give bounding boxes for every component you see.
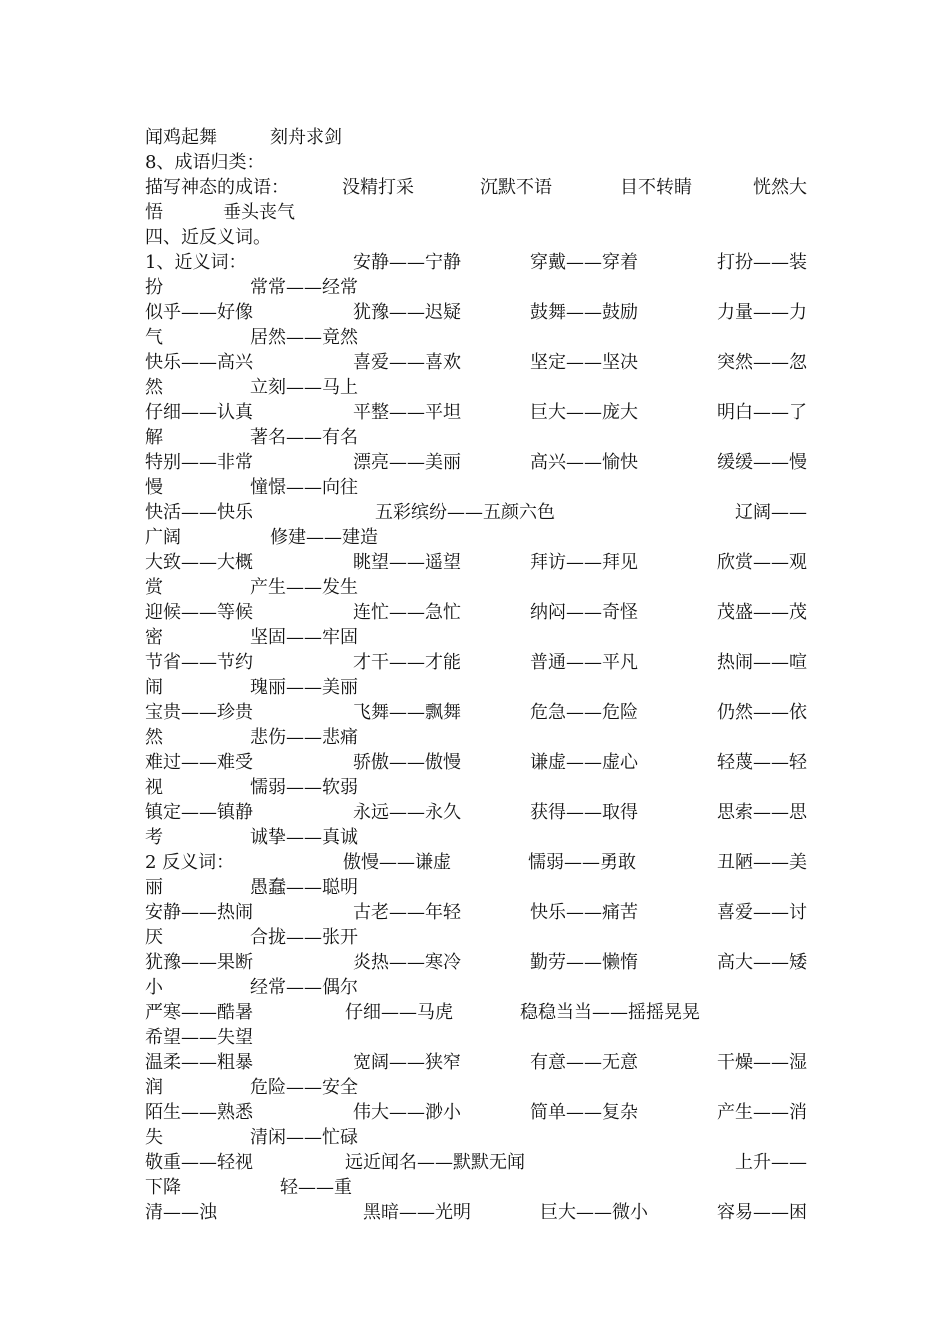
text-line bbox=[145, 1000, 807, 1025]
text-line bbox=[145, 950, 807, 975]
text-segment: 黑暗——光明 bbox=[363, 1202, 471, 1223]
text-segment: 坚固——牢固 bbox=[250, 627, 358, 648]
text-segment: 慢 bbox=[145, 477, 163, 498]
text-segment: 茂盛——茂 bbox=[717, 602, 807, 623]
text-segment: 严寒——酷暑 bbox=[145, 1002, 253, 1023]
text-line bbox=[145, 450, 807, 475]
text-segment: 漂亮——美丽 bbox=[353, 452, 461, 473]
text-segment: 五彩缤纷——五颜六色 bbox=[375, 502, 555, 523]
text-segment: 简单——复杂 bbox=[530, 1102, 638, 1123]
text-line bbox=[145, 775, 807, 800]
text-segment: 1、近义词： bbox=[145, 252, 247, 273]
text-segment: 特别——非常 bbox=[145, 452, 253, 473]
text-segment: 宝贵——珍贵 bbox=[145, 702, 253, 723]
text-segment: 常常——经常 bbox=[250, 277, 358, 298]
text-segment: 恍然大 bbox=[753, 177, 807, 198]
text-line bbox=[145, 1100, 807, 1125]
text-line bbox=[145, 700, 807, 725]
text-segment: 经常——偶尔 bbox=[250, 977, 358, 998]
text-segment: 上升—— bbox=[735, 1152, 807, 1173]
text-segment: 垂头丧气 bbox=[223, 202, 295, 223]
text-segment: 懦弱——软弱 bbox=[250, 777, 358, 798]
text-line bbox=[145, 850, 807, 875]
text-segment: 广阔 bbox=[145, 527, 181, 548]
text-line bbox=[145, 1150, 807, 1175]
text-segment: 巨大——微小 bbox=[540, 1202, 648, 1223]
text-segment: 古老——年轻 bbox=[353, 902, 461, 923]
text-line bbox=[145, 800, 807, 825]
text-segment: 修建——建造 bbox=[270, 527, 378, 548]
text-segment: 闻鸡起舞 bbox=[145, 127, 217, 148]
text-segment: 获得——取得 bbox=[530, 802, 638, 823]
text-segment: 迎候——等候 bbox=[145, 602, 253, 623]
text-segment: 润 bbox=[145, 1077, 163, 1098]
text-segment: 丑陋——美 bbox=[717, 852, 807, 873]
text-line bbox=[145, 125, 807, 150]
text-segment: 力量——力 bbox=[717, 302, 807, 323]
text-line bbox=[145, 400, 807, 425]
text-segment: 希望——失望 bbox=[145, 1027, 253, 1048]
text-segment: 下降 bbox=[145, 1177, 181, 1198]
text-segment: 小 bbox=[145, 977, 163, 998]
text-segment: 伟大——渺小 bbox=[353, 1102, 461, 1123]
text-segment: 宽阔——狭窄 bbox=[353, 1052, 461, 1073]
text-segment: 危险——安全 bbox=[250, 1077, 358, 1098]
text-segment: 四、近反义词。 bbox=[145, 227, 271, 248]
text-segment: 普通——平凡 bbox=[530, 652, 638, 673]
text-segment: 失 bbox=[145, 1127, 163, 1148]
text-segment: 刻舟求剑 bbox=[270, 127, 342, 148]
text-segment: 危急——危险 bbox=[530, 702, 638, 723]
text-segment: 诚挚——真诚 bbox=[250, 827, 358, 848]
text-segment: 突然——忽 bbox=[717, 352, 807, 373]
text-segment: 愚蠢——聪明 bbox=[250, 877, 358, 898]
text-segment: 考 bbox=[145, 827, 163, 848]
text-line bbox=[145, 675, 807, 700]
text-segment: 远近闻名——默默无闻 bbox=[345, 1152, 525, 1173]
text-segment: 安静——热闹 bbox=[145, 902, 253, 923]
text-segment: 憧憬——向往 bbox=[250, 477, 358, 498]
text-segment: 合拢——张开 bbox=[250, 927, 358, 948]
text-segment: 稳稳当当——摇摇晃晃 bbox=[520, 1002, 700, 1023]
text-line bbox=[145, 925, 807, 950]
text-segment: 纳闷——奇怪 bbox=[530, 602, 638, 623]
text-line bbox=[145, 1025, 807, 1050]
text-segment: 清——浊 bbox=[145, 1202, 217, 1223]
text-segment: 轻蔑——轻 bbox=[717, 752, 807, 773]
text-segment: 目不转睛 bbox=[620, 177, 692, 198]
text-segment: 悟 bbox=[145, 202, 163, 223]
text-segment: 热闹——喧 bbox=[717, 652, 807, 673]
text-segment: 骄傲——傲慢 bbox=[353, 752, 461, 773]
text-segment: 傲慢——谦虚 bbox=[343, 852, 451, 873]
text-segment: 高大——矮 bbox=[717, 952, 807, 973]
text-segment: 扮 bbox=[145, 277, 163, 298]
text-segment: 著名——有名 bbox=[250, 427, 358, 448]
text-line bbox=[145, 425, 807, 450]
text-segment: 穿戴——穿着 bbox=[530, 252, 638, 273]
text-segment: 描写神态的成语： bbox=[145, 177, 289, 198]
text-segment: 打扮——装 bbox=[717, 252, 807, 273]
text-segment: 气 bbox=[145, 327, 163, 348]
text-segment: 欣赏——观 bbox=[717, 552, 807, 573]
text-segment: 产生——消 bbox=[717, 1102, 807, 1123]
text-segment: 陌生——熟悉 bbox=[145, 1102, 253, 1123]
text-line bbox=[145, 325, 807, 350]
text-segment: 仔细——马虎 bbox=[345, 1002, 453, 1023]
text-segment: 巨大——庞大 bbox=[530, 402, 638, 423]
text-segment: 解 bbox=[145, 427, 163, 448]
text-segment: 密 bbox=[145, 627, 163, 648]
text-segment: 干燥——湿 bbox=[717, 1052, 807, 1073]
text-line bbox=[145, 875, 807, 900]
text-line bbox=[145, 525, 807, 550]
text-segment: 然 bbox=[145, 377, 163, 398]
text-segment: 似乎——好像 bbox=[145, 302, 253, 323]
text-segment: 镇定——镇静 bbox=[145, 802, 253, 823]
text-segment: 仔细——认真 bbox=[145, 402, 253, 423]
text-line bbox=[145, 225, 807, 250]
text-segment: 产生——发生 bbox=[250, 577, 358, 598]
text-segment: 快乐——高兴 bbox=[145, 352, 253, 373]
text-segment: 立刻——马上 bbox=[250, 377, 358, 398]
text-segment: 飞舞——飘舞 bbox=[353, 702, 461, 723]
text-segment: 2 反义词： bbox=[145, 852, 235, 873]
text-line bbox=[145, 350, 807, 375]
text-segment: 明白——了 bbox=[717, 402, 807, 423]
text-segment: 大致——大概 bbox=[145, 552, 253, 573]
text-segment: 坚定——坚决 bbox=[530, 352, 638, 373]
text-line bbox=[145, 300, 807, 325]
text-segment: 快乐——痛苦 bbox=[530, 902, 638, 923]
text-line bbox=[145, 975, 807, 1000]
text-line bbox=[145, 500, 807, 525]
text-segment: 拜访——拜见 bbox=[530, 552, 638, 573]
text-segment: 丽 bbox=[145, 877, 163, 898]
text-segment: 瑰丽——美丽 bbox=[250, 677, 358, 698]
text-segment: 厌 bbox=[145, 927, 163, 948]
text-segment: 懦弱——勇敢 bbox=[528, 852, 636, 873]
text-segment: 喜爱——讨 bbox=[717, 902, 807, 923]
text-segment: 仍然——依 bbox=[717, 702, 807, 723]
text-line bbox=[145, 575, 807, 600]
text-segment: 犹豫——果断 bbox=[145, 952, 253, 973]
text-line bbox=[145, 1050, 807, 1075]
text-line bbox=[145, 1200, 807, 1225]
text-segment: 闹 bbox=[145, 677, 163, 698]
text-segment: 然 bbox=[145, 727, 163, 748]
text-segment: 轻——重 bbox=[280, 1177, 352, 1198]
text-segment: 难过——难受 bbox=[145, 752, 253, 773]
text-segment: 连忙——急忙 bbox=[353, 602, 461, 623]
text-segment: 清闲——忙碌 bbox=[250, 1127, 358, 1148]
text-segment: 喜爱——喜欢 bbox=[353, 352, 461, 373]
text-segment: 没精打采 bbox=[342, 177, 414, 198]
text-line bbox=[145, 1125, 807, 1150]
text-segment: 鼓舞——鼓励 bbox=[530, 302, 638, 323]
text-line bbox=[145, 150, 807, 175]
text-segment: 居然——竟然 bbox=[250, 327, 358, 348]
text-line bbox=[145, 1075, 807, 1100]
text-segment: 永远——永久 bbox=[353, 802, 461, 823]
text-segment: 容易——困 bbox=[717, 1202, 807, 1223]
text-line bbox=[145, 725, 807, 750]
text-segment: 温柔——粗暴 bbox=[145, 1052, 253, 1073]
text-segment: 眺望——遥望 bbox=[353, 552, 461, 573]
text-segment: 炎热——寒冷 bbox=[353, 952, 461, 973]
text-segment: 才干——才能 bbox=[353, 652, 461, 673]
text-segment: 节省——节约 bbox=[145, 652, 253, 673]
text-segment: 思索——思 bbox=[717, 802, 807, 823]
text-line bbox=[145, 175, 807, 200]
text-segment: 缓缓——慢 bbox=[717, 452, 807, 473]
text-line bbox=[145, 825, 807, 850]
text-line bbox=[145, 250, 807, 275]
text-line bbox=[145, 275, 807, 300]
text-line bbox=[145, 650, 807, 675]
text-segment: 勤劳——懒惰 bbox=[530, 952, 638, 973]
text-segment: 赏 bbox=[145, 577, 163, 598]
text-segment: 谦虚——虚心 bbox=[530, 752, 638, 773]
text-line bbox=[145, 475, 807, 500]
text-segment: 视 bbox=[145, 777, 163, 798]
text-segment: 沉默不语 bbox=[480, 177, 552, 198]
text-line bbox=[145, 375, 807, 400]
text-segment: 犹豫——迟疑 bbox=[353, 302, 461, 323]
text-line bbox=[145, 1175, 807, 1200]
text-segment: 敬重——轻视 bbox=[145, 1152, 253, 1173]
text-segment: 8、成语归类： bbox=[145, 152, 265, 173]
text-segment: 悲伤——悲痛 bbox=[250, 727, 358, 748]
text-line bbox=[145, 750, 807, 775]
text-segment: 辽阔—— bbox=[735, 502, 807, 523]
text-segment: 平整——平坦 bbox=[353, 402, 461, 423]
text-line bbox=[145, 550, 807, 575]
text-line bbox=[145, 900, 807, 925]
text-line bbox=[145, 200, 807, 225]
text-line bbox=[145, 625, 807, 650]
text-segment: 安静——宁静 bbox=[353, 252, 461, 273]
text-line bbox=[145, 600, 807, 625]
text-segment: 有意——无意 bbox=[530, 1052, 638, 1073]
text-segment: 快活——快乐 bbox=[145, 502, 253, 523]
text-segment: 高兴——愉快 bbox=[530, 452, 638, 473]
